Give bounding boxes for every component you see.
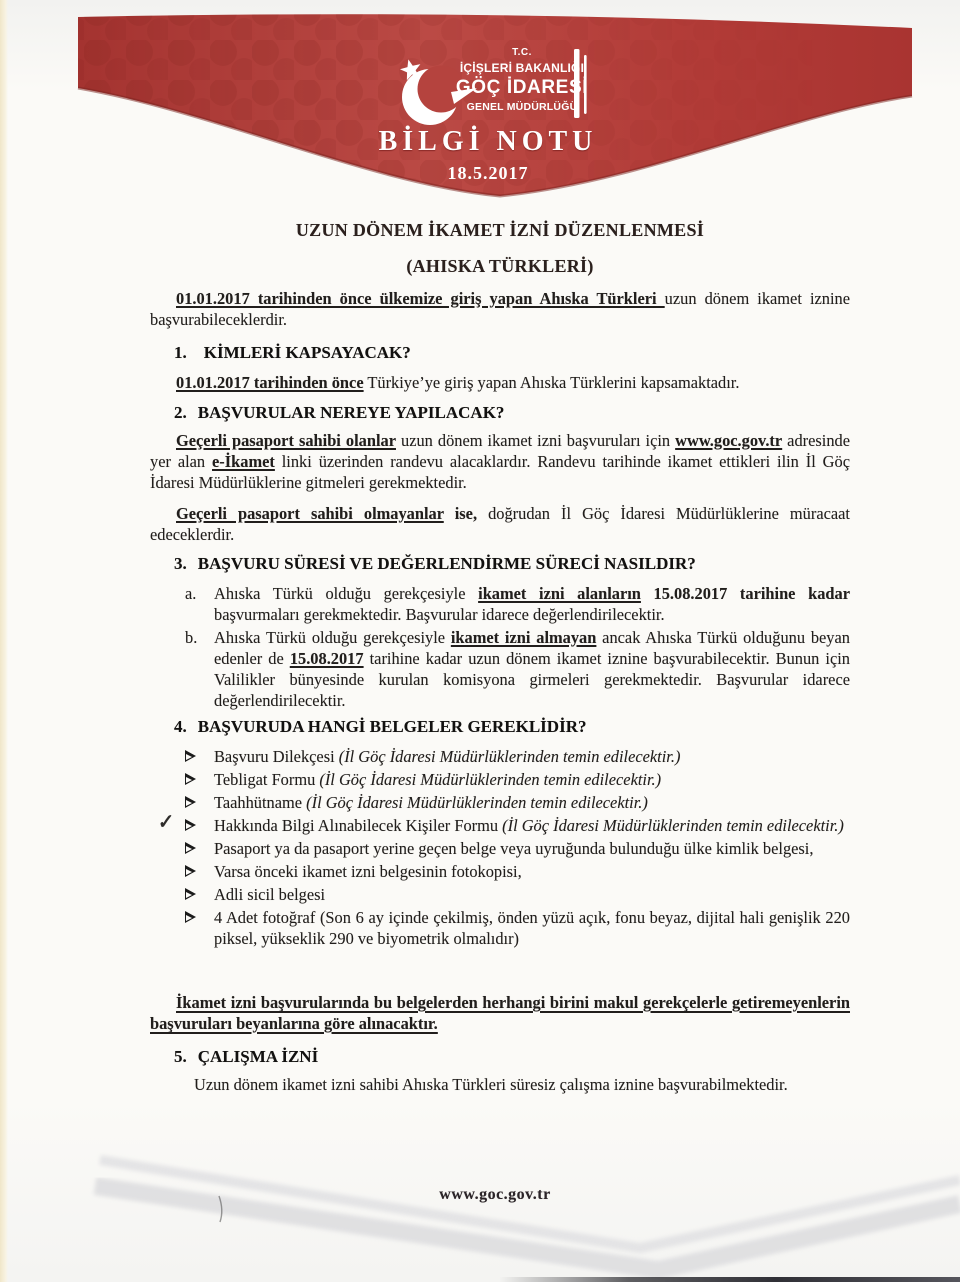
- section3-item-a: [185, 583, 850, 625]
- eikamet-link-text: e-İkamet: [212, 452, 275, 471]
- org-subtitle: GENEL MÜDÜRLÜĞÜ: [466, 101, 578, 114]
- item-text: Taahhütname: [214, 793, 307, 812]
- section1-title: KİMLERİ KAPSAYACAK?: [203, 343, 411, 362]
- list-item-checked: [157, 811, 850, 836]
- arrow-bullet-icon: [185, 911, 197, 924]
- s2p2-lead: Geçerli pasaport sahibi olmayanlar: [176, 504, 444, 523]
- b-t1: Ahıska Türkü olduğu gerekçesiyle: [214, 628, 451, 647]
- section2-paragraph2: [150, 503, 850, 545]
- item-text: Başvuru Dilekçesi: [214, 747, 339, 766]
- doc-date: 18.5.2017: [447, 163, 529, 183]
- item-text: Varsa önceki ikamet izni belgesinin fotokopisi,: [214, 862, 522, 881]
- intro-rest: uzun dönem ikamet iznine başvurabileceklerdir.: [150, 289, 850, 329]
- arrow-bullet-icon: [185, 819, 197, 832]
- arrow-bullet-icon: [185, 842, 197, 855]
- section5-title: ÇALIŞMA İZNİ: [197, 1047, 319, 1066]
- list-item-text: [214, 815, 850, 836]
- org-name: GÖÇ İDARESİ: [455, 77, 589, 99]
- list-item-text: [214, 838, 850, 859]
- list-item-text: [214, 769, 850, 790]
- item-text: Hakkında Bilgi Alınabilecek Kişiler Formu: [214, 816, 503, 835]
- section2-number: 2.: [174, 403, 187, 422]
- list-item: [185, 861, 850, 882]
- section1-heading: [174, 342, 850, 363]
- list-item: [185, 769, 850, 790]
- item-text: Tebligat Formu: [214, 770, 320, 789]
- section2-heading: [174, 402, 850, 423]
- list-item: [185, 838, 850, 859]
- section1-number: 1.: [174, 343, 187, 362]
- section4-number: 4.: [174, 717, 187, 736]
- section4-heading: [174, 716, 850, 737]
- document-body: [150, 0, 850, 1282]
- list-item-text: [214, 861, 850, 882]
- b-underlined1: ikamet izni almayan: [450, 628, 597, 647]
- section5-number: 5.: [174, 1047, 187, 1066]
- b-underlined-date: 15.08.2017: [289, 649, 364, 668]
- doc-title-line2: (AHISKA TÜRKLERİ): [406, 256, 594, 276]
- doc-title-line1: UZUN DÖNEM İKAMET İZNİ DÜZENLENMESİ: [295, 220, 705, 240]
- section3-title: BAŞVURU SÜRESİ VE DEĞERLENDİRME SÜRECİ NASILDIR?: [197, 554, 696, 573]
- item-note-italic: (İl Göç İdaresi Müdürlüklerinden temin edilecektir.): [338, 747, 681, 766]
- item-b-label: b.: [185, 628, 198, 647]
- section2-title: BAŞVURULAR NEREYE YAPILACAK?: [197, 403, 505, 422]
- b-t2: ancak Ahıska Türkü olduğunu beyan edenler de: [214, 628, 850, 668]
- s2p1-text2: adresinde yer alan: [150, 431, 850, 471]
- list-item: [185, 884, 850, 905]
- list-item-text: [214, 746, 850, 767]
- item-b-text: [214, 627, 850, 711]
- s2p2-ise: ise,: [443, 504, 478, 523]
- s2p1-text3: linki üzerinden randevu alacaklardır. Randevu tarihinde ikamet ettikleri ilin İl Göç İdaresi Müdürlüklerine gitmeleri gerekmektedir.: [150, 452, 850, 492]
- list-item: [185, 746, 850, 767]
- s1-lead: 01.01.2017 tarihinden önce: [176, 373, 364, 392]
- arrow-bullet-icon: [185, 888, 197, 901]
- section1-paragraph: [150, 372, 850, 393]
- desk-edge-shadow: [499, 1277, 960, 1282]
- list-item-text: [214, 907, 850, 949]
- s2p2-rest: doğrudan İl Göç İdaresi Müdürlüklerine müracaat edeceklerdir.: [150, 504, 850, 544]
- list-item: [185, 907, 850, 949]
- item-note-italic: (İl Göç İdaresi Müdürlüklerinden temin edilecektir.): [319, 770, 662, 789]
- required-documents-list: [157, 744, 850, 951]
- a-underlined: ikamet izni alanların: [478, 584, 641, 603]
- s1-rest: Türkiye’ye giriş yapan Ahıska Türklerini kapsamaktadır.: [363, 373, 740, 392]
- item-a-label: a.: [185, 584, 197, 603]
- s2p1-text1: uzun dönem ikamet izni başvuruları için: [395, 431, 676, 450]
- section3-number: 3.: [174, 554, 187, 573]
- a-bold-date: 15.08.2017 tarihine kadar: [640, 584, 850, 603]
- section3-heading: [174, 553, 850, 574]
- intro-paragraph: [150, 288, 850, 330]
- footer-url: www.goc.gov.tr: [439, 1186, 551, 1203]
- a-t2: başvurmaları gerekmektedir. Başvurular idarece değerlendirilecektir.: [214, 605, 665, 624]
- item-text: Adli sicil belgesi: [214, 885, 326, 904]
- section4-title: BAŞVURUDA HANGİ BELGELER GEREKLİDİR?: [197, 717, 587, 736]
- b-t3: tarihine kadar uzun dönem ikamet iznine başvurabilecektir. Bunun için Valilikler bünyesinde kurulan komisyona girmeleri gerekmektedir. Başvurular idarece değerlendirilecektir.: [214, 649, 850, 710]
- org-tc: T.C.: [512, 47, 532, 58]
- arrow-bullet-icon: [185, 865, 197, 878]
- item-text: 4 Adet fotoğraf (Son 6 ay içinde çekilmiş, önden yüzü açık, fonu beyaz, dijital hali genişlik 220 piksel, yükseklik 290 ve biyometrik olmalıdır): [214, 908, 850, 948]
- section5-heading: [174, 1046, 850, 1067]
- item-note-italic: (İl Göç İdaresi Müdürlüklerinden temin edilecektir.): [502, 816, 844, 835]
- s2p1-lead: Geçerli pasaport sahibi olanlar: [176, 431, 396, 450]
- arrow-bullet-icon: [185, 773, 197, 786]
- item-note-italic: (İl Göç İdaresi Müdürlüklerinden temin edilecektir.): [306, 793, 648, 812]
- arrow-bullet-icon: [185, 750, 197, 763]
- a-t1: Ahıska Türkü olduğu gerekçesiyle: [214, 584, 479, 603]
- section5-paragraph: Uzun dönem ikamet izni sahibi Ahıska Türkleri süresiz çalışma iznine başvurabilmektedir.: [194, 1075, 788, 1094]
- important-note-paragraph: İkamet izni başvurularında bu belgelerden herhangi birini makul gerekçelerle getiremeyenlerin başvuruları beyanlarına göre alınacaktır.: [150, 993, 850, 1033]
- arrow-bullet-icon: [185, 796, 197, 809]
- goc-url-text: www.goc.gov.tr: [675, 431, 783, 450]
- list-item-text: [214, 792, 850, 813]
- section2-paragraph1: [150, 430, 850, 493]
- item-text: Pasaport ya da pasaport yerine geçen belge veya uyruğunda bulunduğu ülke kimlik belgesi,: [214, 839, 814, 858]
- doc-type-title: BİLGİ NOTU: [378, 126, 598, 157]
- section3-item-b: [185, 627, 850, 711]
- intro-lead: 01.01.2017 tarihinden önce ülkemize giriş yapan Ahıska Türkleri: [176, 289, 665, 308]
- item-a-text: [214, 583, 850, 625]
- org-ministry: İÇİŞLERİ BAKANLIĞI: [459, 60, 585, 75]
- list-item: [185, 792, 850, 813]
- list-item-text: [214, 884, 850, 905]
- handwritten-check-icon: ✓: [157, 811, 175, 834]
